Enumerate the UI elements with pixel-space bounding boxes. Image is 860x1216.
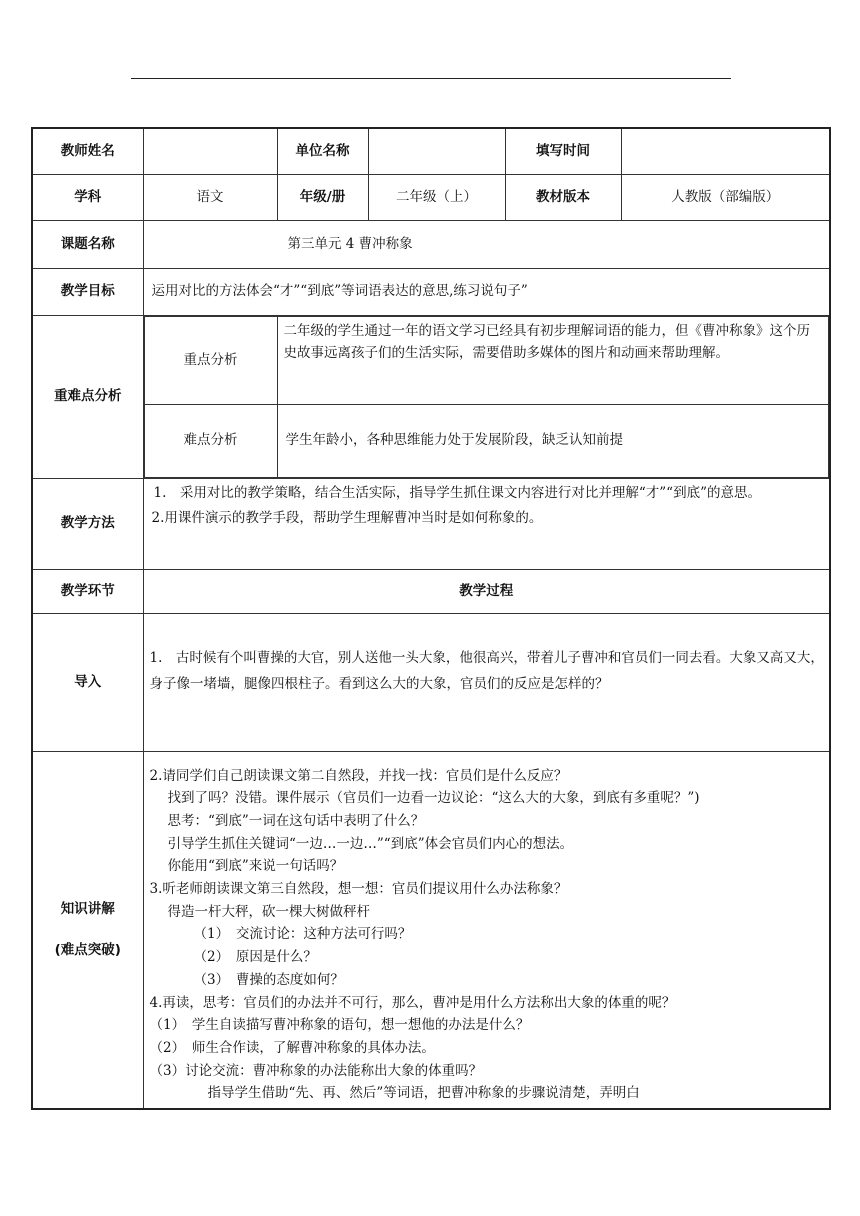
teacher-name-cell[interactable] xyxy=(143,128,277,174)
knowledge-label: 知识讲解 xyxy=(60,900,115,917)
knowledge-line: 2.请同学们自己朗读课文第二自然段，并找一找：官员们是什么反应？ xyxy=(149,767,568,784)
goal-row xyxy=(32,268,830,315)
hard-analysis-label: 难点分析 xyxy=(144,404,277,477)
methods-label: 教学方法 xyxy=(32,478,143,569)
knowledge-line: 找到了吗？没错。课件展示（官员们一边看一边议论：“这么大的大象，到底有多重呢？”) xyxy=(167,790,700,807)
knowledge-line: 4.再读，思考：官员们的办法并不可行，那么，曹冲是用什么方法称出大象的体重的呢？ xyxy=(149,994,676,1011)
fill-date-label: 填写时间 xyxy=(505,128,621,174)
knowledge-line: 你能用“到底”来说一句话吗？ xyxy=(167,858,344,875)
analysis-subtable xyxy=(144,316,830,478)
intro-row xyxy=(32,613,830,751)
knowledge-line: （1） 学生自读描写曹冲称象的语句，想一想他的办法是什么？ xyxy=(149,1017,530,1034)
goal-value: 运用对比的方法体会“才”“到底”等词语表达的意思,练习说句子” xyxy=(143,268,830,315)
knowledge-line: 3.听老师朗读课文第三自然段，想一想：官员们提议用什么办法称象？ xyxy=(149,881,568,898)
grade-label: 年级/册 xyxy=(277,174,368,220)
analysis-row xyxy=(32,315,830,478)
analysis-label: 重难点分析 xyxy=(32,315,143,478)
edition-label: 教材版本 xyxy=(505,174,621,220)
subject-label: 学科 xyxy=(32,174,143,220)
header-row xyxy=(32,128,830,174)
methods-row xyxy=(32,478,830,569)
edition-value: 人教版（部编版） xyxy=(621,174,830,220)
knowledge-line: （2） 原因是什么？ xyxy=(193,949,317,966)
topic-row xyxy=(32,220,830,268)
intro-label: 导入 xyxy=(32,613,143,751)
unit-name-cell[interactable] xyxy=(368,128,505,174)
key-analysis-text: 二年级的学生通过一年的语文学习已经具有初步理解词语的能力，但《曹冲称象》这个历史故事远离孩子们的生活实际，需要借助多媒体的图片和动画来帮助理解。 xyxy=(277,316,829,404)
subject-value: 语文 xyxy=(143,174,277,220)
lesson-plan-table xyxy=(31,127,831,1110)
knowledge-line: 思考：“到底”一词在这句话中表明了什么？ xyxy=(167,812,425,829)
goal-label: 教学目标 xyxy=(32,268,143,315)
method-item: 2.用课件演示的教学手段，帮助学生理解曹冲当时是如何称象的。 xyxy=(151,509,543,526)
knowledge-line: （3）讨论交流：曹冲称象的办法能称出大象的体重吗？ xyxy=(149,1062,483,1079)
knowledge-line: 得造一杆大秤，砍一棵大树做秤杆 xyxy=(167,903,370,920)
knowledge-line: （2） 师生合作读，了解曹冲称象的具体办法。 xyxy=(149,1039,435,1056)
knowledge-row xyxy=(32,751,830,1109)
intro-text: 1. 古时候有个叫曹操的大官，别人送他一头大象，他很高兴，带着儿子曹冲和官员们一同去看。大象又高又大，身子像一堵墙，腿像四根柱子。看到这么大的大象，官员们的反应是怎样的？ xyxy=(143,613,830,751)
knowledge-line: 指导学生借助“先、再、然后”等词语，把曹冲称象的步骤说清楚，弄明白 xyxy=(207,1085,640,1102)
method-item: 1. 采用对比的教学策略，结合生活实际，指导学生抓住课文内容进行对比并理解“才”“到底”的意思。 xyxy=(153,484,761,501)
fill-date-cell[interactable] xyxy=(621,128,830,174)
unit-name-label: 单位名称 xyxy=(277,128,368,174)
teacher-name-label: 教师姓名 xyxy=(32,128,143,174)
knowledge-sublabel: (难点突破) xyxy=(54,941,121,958)
knowledge-line: （1） 交流讨论：这种方法可行吗？ xyxy=(193,926,412,943)
key-analysis-label: 重点分析 xyxy=(144,316,277,404)
topic-label: 课题名称 xyxy=(32,220,143,268)
hard-analysis-text: 学生年龄小，各种思维能力处于发展阶段，缺乏认知前提 xyxy=(277,404,829,477)
process-header-row xyxy=(32,569,830,613)
header-rule xyxy=(131,78,731,79)
knowledge-line: （3） 曹操的态度如何？ xyxy=(193,971,344,988)
grade-value: 二年级（上） xyxy=(368,174,505,220)
topic-value: 第三单元 4 曹冲称象 xyxy=(143,220,830,268)
process-title: 教学过程 xyxy=(143,569,830,613)
info-row xyxy=(32,174,830,220)
process-label: 教学环节 xyxy=(32,569,143,613)
knowledge-line: 引导学生抓住关键词“一边…一边…”“到底”体会官员们内心的想法。 xyxy=(167,835,574,852)
